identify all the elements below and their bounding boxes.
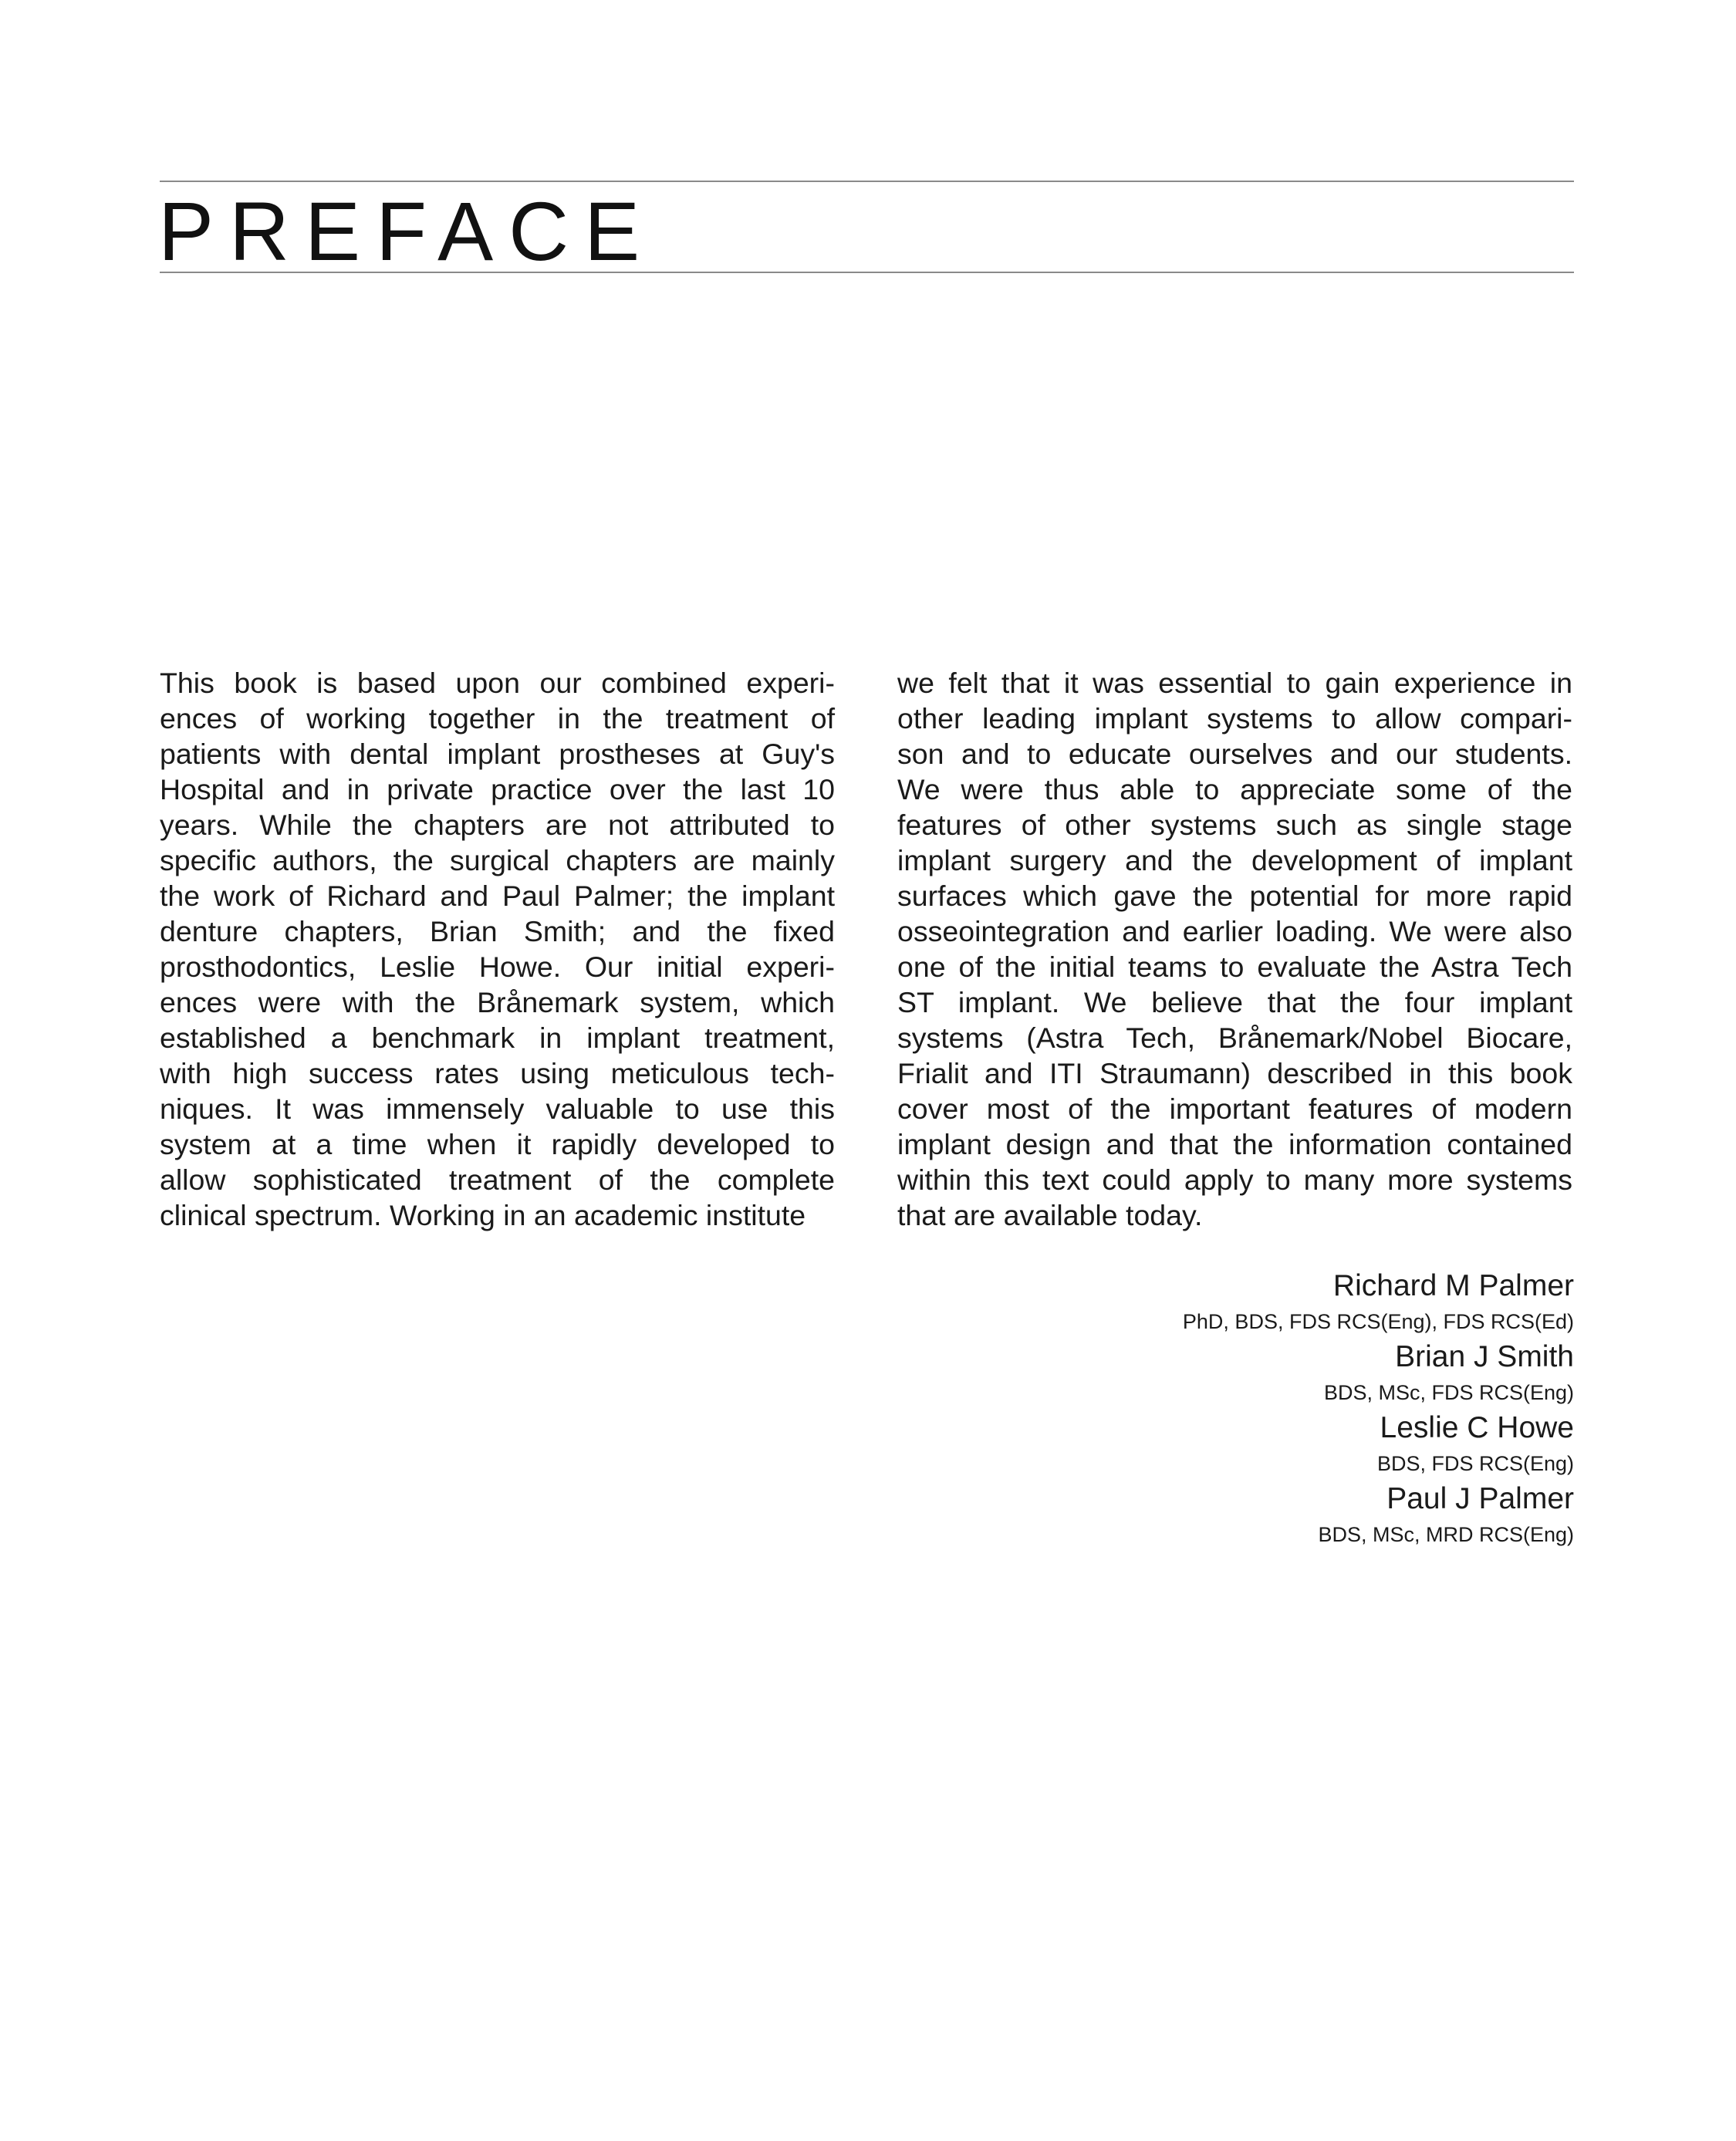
body-text-line: denture chapters, Brian Smith; and the fixed	[160, 915, 835, 947]
body-text-line: specific authors, the surgical chapters are mainly	[160, 844, 835, 876]
body-text-line: Frialit and ITI Straumann) described in this book	[897, 1057, 1572, 1089]
body-text-line: features of other systems such as single stage	[897, 809, 1572, 841]
body-text-line: son and to educate ourselves and our students.	[897, 738, 1572, 770]
author-name: Brian J Smith	[1395, 1340, 1574, 1373]
body-text-line: established a benchmark in implant treatment,	[160, 1022, 835, 1054]
signature-block	[897, 1267, 1574, 1551]
author-credentials: PhD, BDS, FDS RCS(Eng), FDS RCS(Ed)	[1182, 1310, 1574, 1333]
body-text-line: Hospital and in private practice over the last 10	[160, 773, 835, 805]
body-column-left	[160, 665, 835, 1233]
body-text-line: ences were with the Brånemark system, which	[160, 986, 835, 1018]
body-text-line: osseointegration and earlier loading. We were also	[897, 915, 1572, 947]
body-text-line: one of the initial teams to evaluate the Astra Tech	[897, 951, 1572, 983]
body-text-line: the work of Richard and Paul Palmer; the implant	[160, 880, 835, 912]
body-text-line: allow sophisticated treatment of the complete	[160, 1163, 835, 1196]
body-text-line: This book is based upon our combined experi-	[160, 667, 835, 699]
author-name: Paul J Palmer	[1386, 1482, 1574, 1515]
body-text-line: we felt that it was essential to gain experience in	[897, 667, 1572, 699]
author-credentials: BDS, MSc, FDS RCS(Eng)	[1323, 1381, 1574, 1404]
body-text-line: niques. It was immensely valuable to use this	[160, 1092, 835, 1125]
body-text-line: surfaces which gave the potential for more rapid	[897, 880, 1572, 912]
body-text-line: patients with dental implant prostheses at Guy's	[160, 738, 835, 770]
body-text-line: systems (Astra Tech, Brånemark/Nobel Biocare,	[897, 1022, 1572, 1054]
author-name: Leslie C Howe	[1380, 1411, 1574, 1444]
body-text-line: years. While the chapters are not attributed to	[160, 809, 835, 841]
body-text-line: ences of working together in the treatment of	[160, 702, 835, 734]
body-text-line: implant design and that the information contained	[897, 1128, 1572, 1160]
body-text-line: within this text could apply to many more systems	[897, 1163, 1572, 1196]
body-text-line: with high success rates using meticulous tech-	[160, 1057, 835, 1089]
title-bottom-rule	[160, 272, 1574, 273]
body-text-line: other leading implant systems to allow compari-	[897, 702, 1572, 734]
body-text-line: cover most of the important features of modern	[897, 1092, 1572, 1125]
title-top-rule	[160, 181, 1574, 182]
body-text-line: implant surgery and the development of implant	[897, 844, 1572, 876]
author-credentials: BDS, MSc, MRD RCS(Eng)	[1318, 1523, 1574, 1546]
author-name: Richard M Palmer	[1332, 1269, 1574, 1302]
body-column-right	[897, 665, 1572, 1233]
body-text-line: ST implant. We believe that the four implant	[897, 986, 1572, 1018]
body-text-line: that are available today.	[897, 1199, 1203, 1231]
author-credentials: BDS, FDS RCS(Eng)	[1376, 1452, 1574, 1475]
page-title: PREFACE	[158, 184, 656, 278]
body-text-line: prosthodontics, Leslie Howe. Our initial experi-	[160, 951, 835, 983]
body-text-line: clinical spectrum. Working in an academic institute	[160, 1199, 806, 1231]
body-text-line: system at a time when it rapidly developed to	[160, 1128, 835, 1160]
body-text-line: We were thus able to appreciate some of the	[897, 773, 1572, 805]
